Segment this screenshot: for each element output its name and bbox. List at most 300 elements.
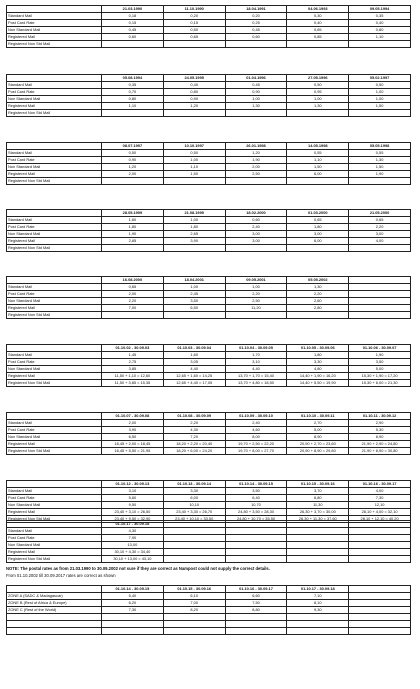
note-line-1: NOTE: The postal rates as from 21.03.1990 to 30.09.2002 not sure if they are correct as Nampost could not supply the correct details.: [6, 566, 270, 571]
rate-value-cell: 5,00: [349, 366, 411, 373]
rate-value-cell: 2,20: [287, 291, 349, 298]
rate-value-cell: [102, 41, 164, 48]
table-row: [7, 495, 411, 502]
rate-value-cell: [287, 621, 349, 628]
rate-value-cell: [163, 528, 225, 535]
rate-value-cell: [225, 549, 287, 556]
rate-value-cell: 2,40: [225, 224, 287, 231]
rate-value-cell: 26,30 + 11,30 = 37,60: [287, 516, 349, 523]
rate-value-cell: [349, 305, 411, 312]
rate-value-cell: [349, 110, 411, 117]
rate-value-cell: 20,90 + 8,90 = 29,80: [287, 448, 349, 455]
date-header-cell: 11.10.1990: [163, 6, 225, 13]
date-header-cell: 01.04.1996: [225, 75, 287, 82]
row-label-cell: Standard Mail: [7, 284, 102, 291]
zone-label-cell: [7, 614, 102, 621]
rate-value-cell: 4,40: [163, 366, 225, 373]
row-label-cell: Non Standard Mail: [7, 27, 102, 34]
date-header-cell: 18.04.2001: [163, 277, 225, 284]
rate-value-cell: 5,30: [349, 427, 411, 434]
rate-value-cell: 1,50: [349, 103, 411, 110]
date-header-cell: 18.02.2000: [225, 210, 287, 217]
rate-value-cell: [287, 549, 349, 556]
rate-value-cell: 2,20: [349, 224, 411, 231]
rate-value-cell: [349, 312, 411, 319]
date-header-cell: 01.10.11 - 30.09.12: [349, 413, 411, 420]
rate-value-cell: 0,50: [102, 150, 164, 157]
rate-value-cell: 2,00: [102, 171, 164, 178]
table-header-row: [7, 6, 411, 13]
rate-value-cell: 3,00: [225, 238, 287, 245]
table-row: [7, 441, 411, 448]
row-label-cell: Registered Mail: [7, 441, 102, 448]
rate-value-cell: [163, 41, 225, 48]
table-row: [7, 103, 411, 110]
row-label-cell: Registered Non Std Mail: [7, 448, 102, 455]
table-row: [7, 488, 411, 495]
rate-value-cell: [287, 41, 349, 48]
rate-value-cell: [349, 600, 411, 607]
rate-value-cell: 0,45: [225, 27, 287, 34]
rate-value-cell: 0,25: [225, 20, 287, 27]
rate-value-cell: 30,10 + 13,00 = 43,10: [102, 556, 164, 563]
rate-value-cell: 1,00: [349, 96, 411, 103]
rate-table: [6, 74, 411, 117]
table-row: [7, 373, 411, 380]
rate-value-cell: 8,20: [163, 607, 225, 614]
rate-value-cell: 13,70 + 4,80 = 18,50: [225, 380, 287, 387]
table-row: [7, 305, 411, 312]
table-row: [7, 82, 411, 89]
date-header-cell: 08.07.1997: [102, 143, 164, 150]
table-row: [7, 20, 411, 27]
row-label-cell: Standard Mail: [7, 352, 102, 359]
rate-table: [6, 209, 411, 252]
rate-value-cell: 0,40: [163, 82, 225, 89]
rate-value-cell: [349, 549, 411, 556]
date-header-cell: 05.05.1998: [349, 143, 411, 150]
rate-value-cell: 1,00: [225, 96, 287, 103]
rate-value-cell: [225, 621, 287, 628]
rate-value-cell: 1,90: [102, 231, 164, 238]
rate-value-cell: 1,50: [349, 164, 411, 171]
zone-label-cell: ZONE A (SADC & Madagascar): [7, 593, 102, 600]
rate-value-cell: 3,50: [225, 488, 287, 495]
rate-value-cell: [287, 178, 349, 185]
rate-value-cell: 1,00: [349, 89, 411, 96]
table-header-row: [7, 277, 411, 284]
rate-table: [6, 5, 411, 48]
table-row: [7, 178, 411, 185]
rate-value-cell: 6,00: [163, 495, 225, 502]
date-header-cell: 09.05.1994: [349, 6, 411, 13]
row-label-cell: Post Card Rate: [7, 359, 102, 366]
rate-value-cell: 5,00: [287, 427, 349, 434]
zone-label-cell: ZONE C (Rest of the World): [7, 607, 102, 614]
rate-value-cell: 5,60: [102, 495, 164, 502]
date-header-cell: 10.10.1997: [163, 143, 225, 150]
table-row: [7, 607, 411, 614]
rate-value-cell: 3,70: [287, 488, 349, 495]
row-label-cell: Registered Mail: [7, 171, 102, 178]
date-header-cell: 16.08.2000: [102, 277, 164, 284]
rate-value-cell: 2,20: [163, 420, 225, 427]
table-row: [7, 34, 411, 41]
rate-value-cell: 9,30: [287, 607, 349, 614]
rate-value-cell: 3,10: [225, 359, 287, 366]
rate-value-cell: 3,90: [163, 238, 225, 245]
header-corner-cell: [7, 6, 102, 13]
row-label-cell: Non Standard Mail: [7, 164, 102, 171]
rate-value-cell: [349, 542, 411, 549]
date-header-cell: [349, 277, 411, 284]
table-row: [7, 535, 411, 542]
date-header-cell: 21.05.2000: [349, 210, 411, 217]
rate-value-cell: [225, 41, 287, 48]
row-label-cell: Registered Mail: [7, 34, 102, 41]
rate-value-cell: [102, 621, 164, 628]
rate-value-cell: 4,60: [225, 427, 287, 434]
rate-value-cell: 6,40: [225, 495, 287, 502]
table-row: [7, 352, 411, 359]
rate-value-cell: 3,30: [287, 359, 349, 366]
date-header-cell: 18.04.1991: [225, 6, 287, 13]
rate-value-cell: 3,90: [102, 427, 164, 434]
rate-value-cell: [287, 628, 349, 635]
date-header-cell: [349, 521, 411, 528]
rate-value-cell: [163, 312, 225, 319]
rate-value-cell: 1,00: [163, 157, 225, 164]
rate-value-cell: 0,60: [225, 34, 287, 41]
rate-value-cell: 1,90: [225, 157, 287, 164]
rate-value-cell: 3,05: [163, 359, 225, 366]
table-row: [7, 110, 411, 117]
rate-value-cell: 2,20: [225, 291, 287, 298]
row-label-cell: Standard Mail: [7, 420, 102, 427]
rate-value-cell: 3,50: [163, 298, 225, 305]
table-row: [7, 528, 411, 535]
date-header-cell: 01.10.03 - 30.09.04: [163, 345, 225, 352]
rate-value-cell: [349, 245, 411, 252]
row-label-cell: Registered Non Std Mail: [7, 41, 102, 48]
date-header-cell: 05.08.1994: [102, 75, 164, 82]
rate-value-cell: 7,20: [163, 434, 225, 441]
rate-value-cell: [225, 245, 287, 252]
rate-value-cell: 23,40 + 3,30 = 26,70: [163, 509, 225, 516]
row-label-cell: Post Card Rate: [7, 535, 102, 542]
row-label-cell: Non Standard Mail: [7, 96, 102, 103]
row-label-cell: Non Standard Mail: [7, 231, 102, 238]
table-row: [7, 509, 411, 516]
rate-value-cell: [349, 628, 411, 635]
table-row: [7, 171, 411, 178]
rate-value-cell: 16,45 + 2,00 = 18,45: [102, 441, 164, 448]
date-header-cell: 01.10.08 - 30.09.09: [163, 413, 225, 420]
rate-value-cell: 11,50 + 3,85 = 15,35: [102, 380, 164, 387]
rate-value-cell: [287, 245, 349, 252]
rate-value-cell: 2,65: [102, 238, 164, 245]
rate-value-cell: 1,20: [163, 103, 225, 110]
rate-value-cell: 3,10: [102, 488, 164, 495]
row-label-cell: Standard Mail: [7, 82, 102, 89]
row-label-cell: Registered Mail: [7, 103, 102, 110]
table-row: [7, 359, 411, 366]
rate-value-cell: 4,00: [349, 238, 411, 245]
rate-value-cell: 0,50: [163, 27, 225, 34]
rate-value-cell: 2,45: [163, 291, 225, 298]
header-corner-cell: [7, 521, 102, 528]
rate-table: [6, 520, 411, 563]
rate-value-cell: 28,10 + 4,00 = 32,10: [349, 509, 411, 516]
rate-value-cell: 2,50: [225, 298, 287, 305]
row-label-cell: Standard Mail: [7, 217, 102, 224]
rate-value-cell: 24,80 + 3,50 = 28,30: [225, 509, 287, 516]
rate-value-cell: 7,30: [102, 607, 164, 614]
rate-value-cell: 9,50: [102, 502, 164, 509]
table-row: [7, 224, 411, 231]
rate-value-cell: 6,50: [163, 305, 225, 312]
rate-value-cell: [287, 110, 349, 117]
rate-value-cell: 0,65: [349, 217, 411, 224]
rate-value-cell: 2,40: [225, 420, 287, 427]
row-label-cell: Standard Mail: [7, 150, 102, 157]
rate-value-cell: 0,65: [163, 34, 225, 41]
date-header-cell: [225, 521, 287, 528]
rate-value-cell: [349, 178, 411, 185]
note-line-2: From 01.10.2002 till 30.09.2017 rates are correct as shown: [6, 573, 116, 578]
rate-value-cell: 28,10 + 12,10 = 40,20: [349, 516, 411, 523]
date-header-cell: 26.01.1998: [225, 143, 287, 150]
table-header-row: [7, 143, 411, 150]
row-label-cell: Post Card Rate: [7, 224, 102, 231]
header-corner-cell: [7, 75, 102, 82]
rate-value-cell: 1,10: [349, 34, 411, 41]
table-row: [7, 27, 411, 34]
rate-value-cell: 8,90: [287, 434, 349, 441]
rate-value-cell: [225, 628, 287, 635]
date-header-cell: 21.03.1990: [102, 6, 164, 13]
row-label-cell: Non Standard Mail: [7, 542, 102, 549]
date-header-cell: 05.02.1997: [349, 75, 411, 82]
row-label-cell: Post Card Rate: [7, 427, 102, 434]
header-corner-cell: [7, 210, 102, 217]
table-row: [7, 366, 411, 373]
rate-value-cell: [349, 528, 411, 535]
table-row: [7, 593, 411, 600]
table-row: [7, 13, 411, 20]
rate-value-cell: 0,15: [102, 20, 164, 27]
zone-label-cell: ZONE B (Rest of Africa & Europe): [7, 600, 102, 607]
rate-value-cell: 1,60: [102, 217, 164, 224]
date-header-cell: 01.10.16 - 30.09.17: [225, 586, 287, 593]
row-label-cell: Registered Non Std Mail: [7, 380, 102, 387]
table-row: [7, 600, 411, 607]
rate-value-cell: 1,45: [102, 352, 164, 359]
rate-value-cell: 0,85: [287, 34, 349, 41]
rate-value-cell: 6,00: [287, 171, 349, 178]
rate-value-cell: [287, 556, 349, 563]
table-header-row: [7, 481, 411, 488]
rate-value-cell: 0,80: [349, 27, 411, 34]
table-row: [7, 217, 411, 224]
rate-value-cell: 11,30: [287, 502, 349, 509]
date-header-cell: 27.05.1996: [287, 75, 349, 82]
rate-value-cell: 15,30 + 6,00 = 21,30: [349, 380, 411, 387]
rate-value-cell: 20,90 + 2,70 = 23,60: [287, 441, 349, 448]
date-header-cell: 01.10.05 - 30.09.06: [287, 345, 349, 352]
rate-value-cell: 0,90: [163, 96, 225, 103]
rate-value-cell: 18,20 + 2,20 = 20,40: [163, 441, 225, 448]
row-label-cell: Non Standard Mail: [7, 502, 102, 509]
rate-value-cell: 3,50: [349, 359, 411, 366]
row-label-cell: Non Standard Mail: [7, 298, 102, 305]
rate-value-cell: 0,90: [225, 89, 287, 96]
rate-value-cell: 8,80: [225, 607, 287, 614]
rate-value-cell: 2,75: [102, 359, 164, 366]
rate-value-cell: 0,18: [102, 13, 164, 20]
rate-value-cell: [287, 542, 349, 549]
rate-value-cell: 0,15: [163, 20, 225, 27]
rate-value-cell: 2,60: [287, 298, 349, 305]
header-corner-cell: [7, 143, 102, 150]
rate-value-cell: 1,30: [287, 103, 349, 110]
rate-value-cell: 1,10: [163, 164, 225, 171]
rate-value-cell: 8,90: [349, 434, 411, 441]
rate-value-cell: [349, 556, 411, 563]
rate-value-cell: 11,50 + 1,10 = 12,60: [102, 373, 164, 380]
rate-value-cell: 21,90 + 8,90 = 30,80: [349, 448, 411, 455]
table-row: [7, 427, 411, 434]
rate-value-cell: 1,20: [225, 150, 287, 157]
row-label-cell: Registered Mail: [7, 373, 102, 380]
date-header-cell: 01.10.09 - 30.09.10: [225, 413, 287, 420]
date-header-cell: 01.10.07 - 30.09.08: [102, 413, 164, 420]
rate-value-cell: 1,00: [287, 96, 349, 103]
row-label-cell: Registered Non Std Mail: [7, 178, 102, 185]
rate-value-cell: 23,40 + 10,10 = 33,50: [163, 516, 225, 523]
rate-value-cell: 3,00: [349, 231, 411, 238]
rate-value-cell: 0,80: [163, 89, 225, 96]
rate-value-cell: 0,50: [287, 82, 349, 89]
rate-value-cell: 7,30: [349, 495, 411, 502]
table-row: [7, 420, 411, 427]
rate-value-cell: [102, 312, 164, 319]
rate-value-cell: 26,30 + 3,70 = 30,00: [287, 509, 349, 516]
header-corner-cell: [7, 345, 102, 352]
rate-value-cell: 1,10: [287, 157, 349, 164]
rate-value-cell: [163, 245, 225, 252]
rate-value-cell: 3,00: [225, 231, 287, 238]
rate-value-cell: [287, 614, 349, 621]
rate-value-cell: 3,00: [287, 231, 349, 238]
rate-value-cell: 4,30: [102, 528, 164, 535]
rate-value-cell: 5,40: [102, 593, 164, 600]
rate-table: [6, 142, 411, 185]
row-label-cell: Registered Mail: [7, 305, 102, 312]
table-header-row: [7, 586, 411, 593]
rate-value-cell: 1,80: [287, 352, 349, 359]
rate-value-cell: 6,60: [225, 593, 287, 600]
rate-table: [6, 480, 411, 523]
rate-value-cell: 0,50: [349, 82, 411, 89]
row-label-cell: Post Card Rate: [7, 157, 102, 164]
rate-value-cell: 2,80: [287, 305, 349, 312]
rate-value-cell: [102, 245, 164, 252]
header-corner-cell: [7, 481, 102, 488]
row-label-cell: Standard Mail: [7, 13, 102, 20]
rate-value-cell: 1,70: [225, 352, 287, 359]
rate-value-cell: 13,70 + 1,70 = 15,40: [225, 373, 287, 380]
rate-value-cell: 19,70 + 8,00 = 27,70: [225, 448, 287, 455]
rate-value-cell: 30,10 + 4,30 = 34,40: [102, 549, 164, 556]
rate-value-cell: [225, 614, 287, 621]
rate-value-cell: [349, 298, 411, 305]
rate-value-cell: 2,50: [225, 171, 287, 178]
date-header-cell: 01.03.2000: [287, 210, 349, 217]
table-row: [7, 312, 411, 319]
table-header-row: [7, 75, 411, 82]
rate-value-cell: 7,00: [163, 600, 225, 607]
table-row: [7, 238, 411, 245]
table-row: [7, 448, 411, 455]
rate-value-cell: 2,90: [349, 420, 411, 427]
rate-value-cell: 0,70: [102, 89, 164, 96]
rate-value-cell: 0,80: [102, 96, 164, 103]
rate-value-cell: 1,20: [102, 164, 164, 171]
table-row: [7, 89, 411, 96]
rate-value-cell: 4,80: [287, 366, 349, 373]
row-label-cell: Registered Mail: [7, 549, 102, 556]
row-label-cell: Registered Non Std Mail: [7, 110, 102, 117]
row-label-cell: Non Standard Mail: [7, 366, 102, 373]
rate-value-cell: [102, 178, 164, 185]
rate-value-cell: 0,90: [102, 157, 164, 164]
table-row: [7, 549, 411, 556]
rate-value-cell: [102, 110, 164, 117]
rate-value-cell: 2,00: [225, 164, 287, 171]
row-label-cell: Standard Mail: [7, 488, 102, 495]
rate-value-cell: [287, 528, 349, 535]
header-corner-cell: [7, 413, 102, 420]
rate-value-cell: [349, 41, 411, 48]
rate-value-cell: [225, 312, 287, 319]
rate-table: [6, 344, 411, 387]
date-header-cell: 09.05.2001: [225, 277, 287, 284]
table-row: [7, 556, 411, 563]
date-header-cell: 01.10.15 - 30.09.16: [287, 481, 349, 488]
date-header-cell: 01.10.15 - 30.09.16: [163, 586, 225, 593]
rate-value-cell: 15,30 + 1,90 = 17,20: [349, 373, 411, 380]
date-header-cell: [287, 521, 349, 528]
rate-value-cell: 6,50: [102, 434, 164, 441]
rate-value-cell: 1,00: [163, 284, 225, 291]
table-row: [7, 621, 411, 628]
rate-value-cell: 1,10: [102, 103, 164, 110]
rate-value-cell: 12,65 + 4,40 = 17,05: [163, 380, 225, 387]
rate-value-cell: [163, 542, 225, 549]
table-row: [7, 298, 411, 305]
table-row: [7, 380, 411, 387]
rate-value-cell: 21,90 + 2,90 = 24,80: [349, 441, 411, 448]
rate-value-cell: 10,10: [163, 502, 225, 509]
row-label-cell: Registered Non Std Mail: [7, 556, 102, 563]
table-header-row: [7, 210, 411, 217]
row-label-cell: Registered Non Std Mail: [7, 516, 102, 523]
rate-value-cell: 0,20: [163, 13, 225, 20]
rate-value-cell: 1,30: [349, 157, 411, 164]
date-header-cell: 01.10.02 - 30.09.03: [102, 345, 164, 352]
rate-value-cell: [102, 628, 164, 635]
